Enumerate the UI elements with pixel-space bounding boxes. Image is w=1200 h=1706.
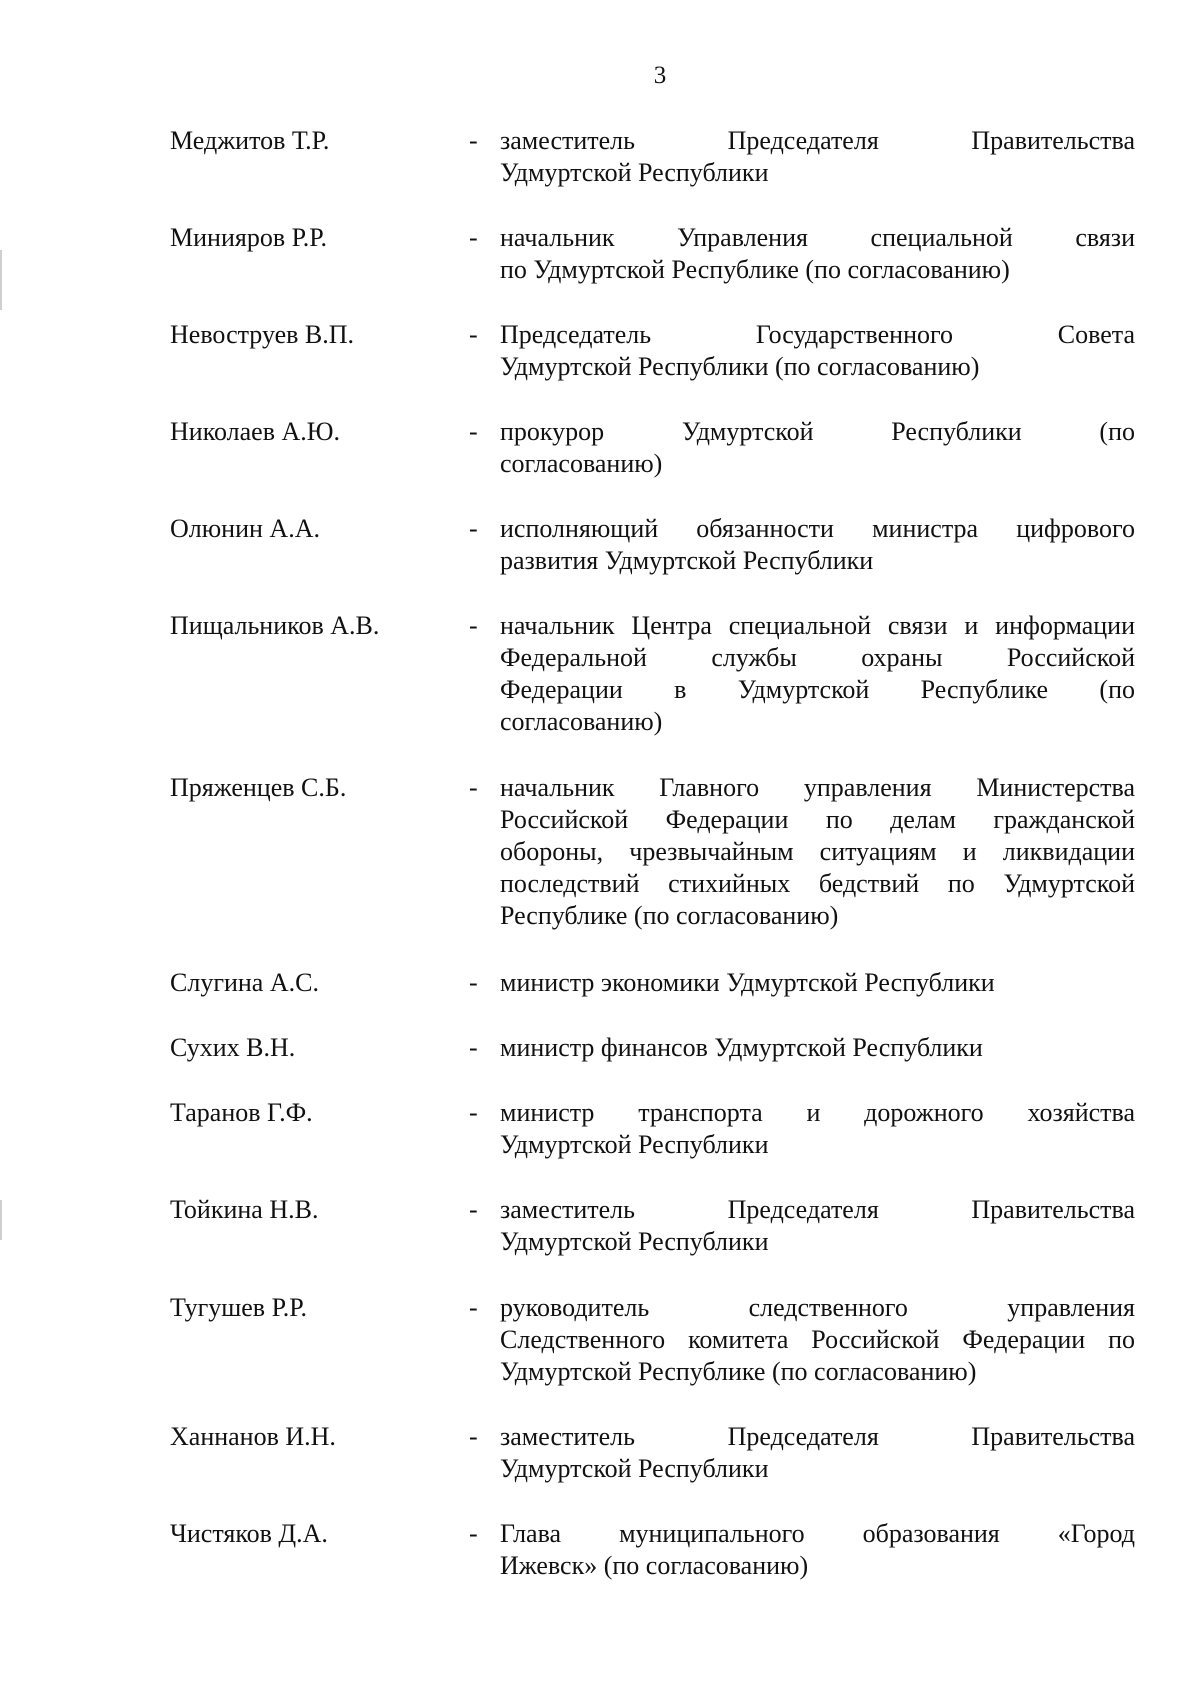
member-name: Ханнанов И.Н. xyxy=(170,1422,336,1451)
position-line: руководитель следственного управления xyxy=(500,1293,1135,1322)
position-line: Федерации в Удмуртской Республике (по xyxy=(500,675,1135,704)
member-name: Олюнин А.А. xyxy=(170,514,320,543)
position-line: министр транспорта и дорожного хозяйства xyxy=(500,1098,1135,1127)
member-name: Меджитов Т.Р. xyxy=(170,126,330,155)
dash-separator: - xyxy=(469,223,478,252)
position-line: Российской Федерации по делам гражданской xyxy=(500,805,1135,834)
member-name: Тугушев Р.Р. xyxy=(170,1293,308,1322)
position-line: начальник Главного управления Министерства xyxy=(500,773,1135,802)
page-number: 3 xyxy=(653,62,667,89)
member-position xyxy=(500,1292,1135,1388)
member-name: Слугина А.С. xyxy=(170,968,319,997)
member-position xyxy=(500,416,1135,480)
member-position xyxy=(500,1421,1135,1485)
position-line: Федеральной службы охраны Российской xyxy=(500,643,1135,672)
member-name: Сухих В.Н. xyxy=(170,1033,296,1062)
scan-edge-mark xyxy=(0,250,2,310)
dash-separator: - xyxy=(469,417,478,446)
dash-separator: - xyxy=(469,1293,478,1322)
position-line: развития Удмуртской Республики xyxy=(500,546,874,575)
member-name: Невоструев В.П. xyxy=(170,320,355,349)
position-line: согласованию) xyxy=(500,449,663,478)
dash-separator: - xyxy=(469,1195,478,1224)
member-position xyxy=(500,1097,1135,1161)
position-line: согласованию) xyxy=(500,707,663,736)
member-position xyxy=(500,967,1135,999)
member-position xyxy=(500,222,1135,286)
position-line: заместитель Председателя Правительства xyxy=(500,126,1135,155)
member-position xyxy=(500,1194,1135,1258)
position-line: Удмуртской Республики (по согласованию) xyxy=(500,352,980,381)
position-line: последствий стихийных бедствий по Удмуртской xyxy=(500,869,1135,898)
position-line: заместитель Председателя Правительства xyxy=(500,1195,1135,1224)
member-name: Чистяков Д.А. xyxy=(170,1519,328,1548)
position-line: исполняющий обязанности министра цифрового xyxy=(500,514,1135,543)
dash-separator: - xyxy=(469,1519,478,1548)
member-position xyxy=(500,319,1135,383)
member-position xyxy=(500,1518,1135,1582)
position-line: обороны, чрезвычайным ситуациям и ликвидации xyxy=(500,837,1135,866)
member-position xyxy=(500,513,1135,577)
member-position xyxy=(500,772,1135,932)
member-position xyxy=(500,1032,1135,1064)
position-line: Председатель Государственного Совета xyxy=(500,320,1135,349)
member-name: Пряженцев С.Б. xyxy=(170,773,347,802)
dash-separator: - xyxy=(469,773,478,802)
position-line: Следственного комитета Российской Федерации по xyxy=(500,1325,1135,1354)
member-position xyxy=(500,125,1135,189)
position-line: Удмуртской Республики xyxy=(500,1227,769,1256)
position-line: министр экономики Удмуртской Республики xyxy=(500,968,995,997)
member-name: Таранов Г.Ф. xyxy=(170,1098,313,1127)
position-line: Удмуртской Республики xyxy=(500,1130,769,1159)
position-line: заместитель Председателя Правительства xyxy=(500,1422,1135,1451)
position-line: начальник Центра специальной связи и информации xyxy=(500,611,1135,640)
position-line: по Удмуртской Республике (по согласованию) xyxy=(500,255,1010,284)
position-line: Удмуртской Республики xyxy=(500,158,769,187)
dash-separator: - xyxy=(469,320,478,349)
member-name: Николаев А.Ю. xyxy=(170,417,340,446)
dash-separator: - xyxy=(469,968,478,997)
dash-separator: - xyxy=(469,1033,478,1062)
member-name: Тойкина Н.В. xyxy=(170,1195,319,1224)
dash-separator: - xyxy=(469,126,478,155)
position-line: Республике (по согласованию) xyxy=(500,901,839,930)
position-line: начальник Управления специальной связи xyxy=(500,223,1135,252)
dash-separator: - xyxy=(469,611,478,640)
member-name: Минияров Р.Р. xyxy=(170,223,328,252)
scan-edge-mark xyxy=(0,1200,2,1240)
dash-separator: - xyxy=(469,514,478,543)
position-line: прокурор Удмуртской Республики (по xyxy=(500,417,1135,446)
position-line: Ижевск» (по согласованию) xyxy=(500,1551,809,1580)
member-position xyxy=(500,610,1135,738)
position-line: Удмуртской Республике (по согласованию) xyxy=(500,1357,977,1386)
dash-separator: - xyxy=(469,1098,478,1127)
position-line: Глава муниципального образования «Город xyxy=(500,1519,1135,1548)
position-line: министр финансов Удмуртской Республики xyxy=(500,1033,983,1062)
dash-separator: - xyxy=(469,1422,478,1451)
member-name: Пищальников А.В. xyxy=(170,611,380,640)
position-line: Удмуртской Республики xyxy=(500,1454,769,1483)
